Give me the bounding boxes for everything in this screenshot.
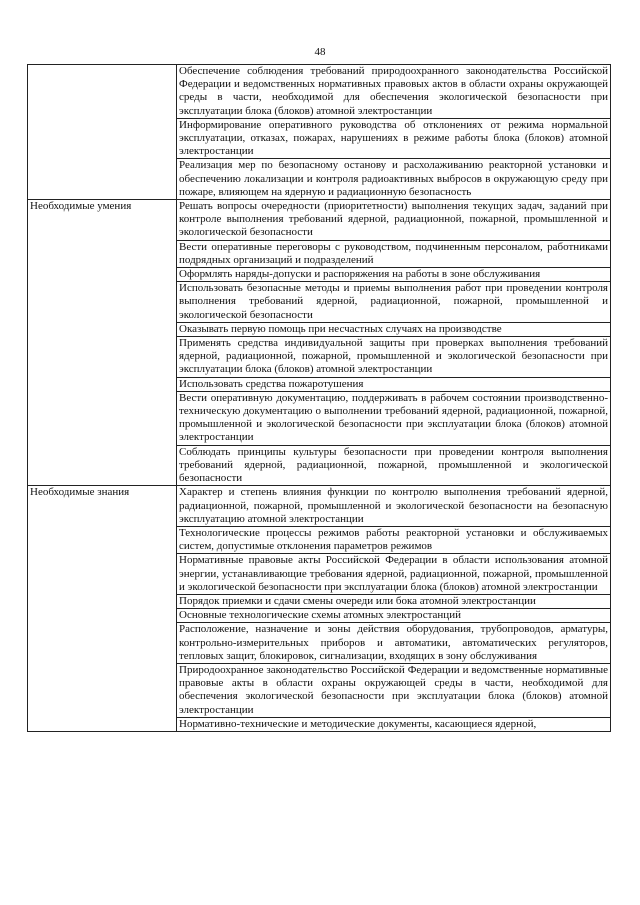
requirement-text: Обеспечение соблюдения требований природоохранного законодательства Российской Федерации и ведомственных нормативных правовых актов в области охраны окружающей среды в части, необходимой для обеспечения экологической безопасности при эксплуатации блока (блоков) атомной электростанции <box>177 65 611 119</box>
requirement-text: Порядок приемки и сдачи смены очереди или бока атомной электростанции <box>177 594 611 608</box>
requirement-text: Информирование оперативного руководства об отклонениях от режима нормальной эксплуатации, отказах, пожарах, нарушениях в режиме работы блока (блоков) атомной электростанции <box>177 118 611 159</box>
requirement-text: Оказывать первую помощь при несчастных случаях на производстве <box>177 322 611 336</box>
requirement-text: Оформлять наряды-допуски и распоряжения на работы в зоне обслуживания <box>177 268 611 282</box>
requirement-text: Природоохранное законодательство Российской Федерации и ведомственные нормативные правовые акты в области охраны окружающей среды в части, необходимой для обеспечения экологической безопасности при эксплуатации блока (блоков) атомной электростанции <box>177 663 611 717</box>
requirement-text: Соблюдать принципы культуры безопасности при проведении контроля выполнения требований ядерной, радиационной, пожарной, промышленной и экологической безопасности <box>177 445 611 486</box>
requirements-table <box>27 64 611 732</box>
requirement-text: Использовать средства пожаротушения <box>177 377 611 391</box>
requirement-text: Расположение, назначение и зоны действия оборудования, трубопроводов, арматуры, контрольно-измерительных приборов и автоматики, автоматических регуляторов, тепловых защит, блокировок, сигнализации, входящих в зону обслуживания <box>177 623 611 664</box>
table-row <box>28 200 611 241</box>
requirement-text: Нормативные правовые акты Российской Федерации в области использования атомной энергии, устанавливающие требования ядерной, радиационной, пожарной, промышленной и экологической безопасности при эксплуатации блока (блоков) атомной электростанции <box>177 554 611 595</box>
requirement-text: Основные технологические схемы атомных электростанций <box>177 609 611 623</box>
requirement-text: Вести оперативные переговоры с руководством, подчиненным персоналом, работниками подрядных организаций и подразделений <box>177 240 611 267</box>
requirement-text: Решать вопросы очередности (приоритетности) выполнения текущих задач, заданий при контроле выполнения требований ядерной, радиационной, пожарной, промышленной и экологической безопасности <box>177 200 611 241</box>
requirement-text: Применять средства индивидуальной защиты при проверках выполнения требований ядерной, радиационной, пожарной, промышленной и экологической безопасности при эксплуатации блока (блоков) атомной электростанции <box>177 337 611 378</box>
requirement-text: Технологические процессы режимов работы реакторной установки и обслуживаемых систем, допустимые отклонения параметров режимов <box>177 526 611 553</box>
requirement-text: Нормативно-технические и методические документы, касающиеся ядерной, <box>177 717 611 731</box>
requirement-text: Характер и степень влияния функции по контролю выполнения требований ядерной, радиационной, пожарной, промышленной и экологической безопасности на безопасную эксплуатацию атомной электростанции <box>177 486 611 527</box>
requirement-text: Реализация мер по безопасному останову и расхолаживанию реакторной установки и обеспечению локализации и контроля радиоактивных выбросов в окружающую среду при пожаре, влияющем на ядерную и радиационную безопасность <box>177 159 611 200</box>
requirements-table-body <box>28 65 611 732</box>
table-row <box>28 65 611 119</box>
section-label-cell <box>28 486 177 732</box>
requirement-text: Использовать безопасные методы и приемы выполнения работ при проведении контроля выполнения требований ядерной, радиационной, пожарной, промышленной и экологической безопасности <box>177 282 611 323</box>
page-number: 48 <box>314 46 326 58</box>
section-label: Необходимые умения <box>30 200 132 213</box>
section-label: Необходимые знания <box>30 486 130 499</box>
section-label-cell <box>28 200 177 486</box>
section-label-cell <box>28 65 177 200</box>
requirement-text: Вести оперативную документацию, поддерживать в рабочем состоянии производственно-техническую документацию о выполнении требований ядерной, радиационной, пожарной, промышленной и экологической безопасности при эксплуатации блока (блоков) атомной электростанции <box>177 391 611 445</box>
table-row <box>28 486 611 527</box>
